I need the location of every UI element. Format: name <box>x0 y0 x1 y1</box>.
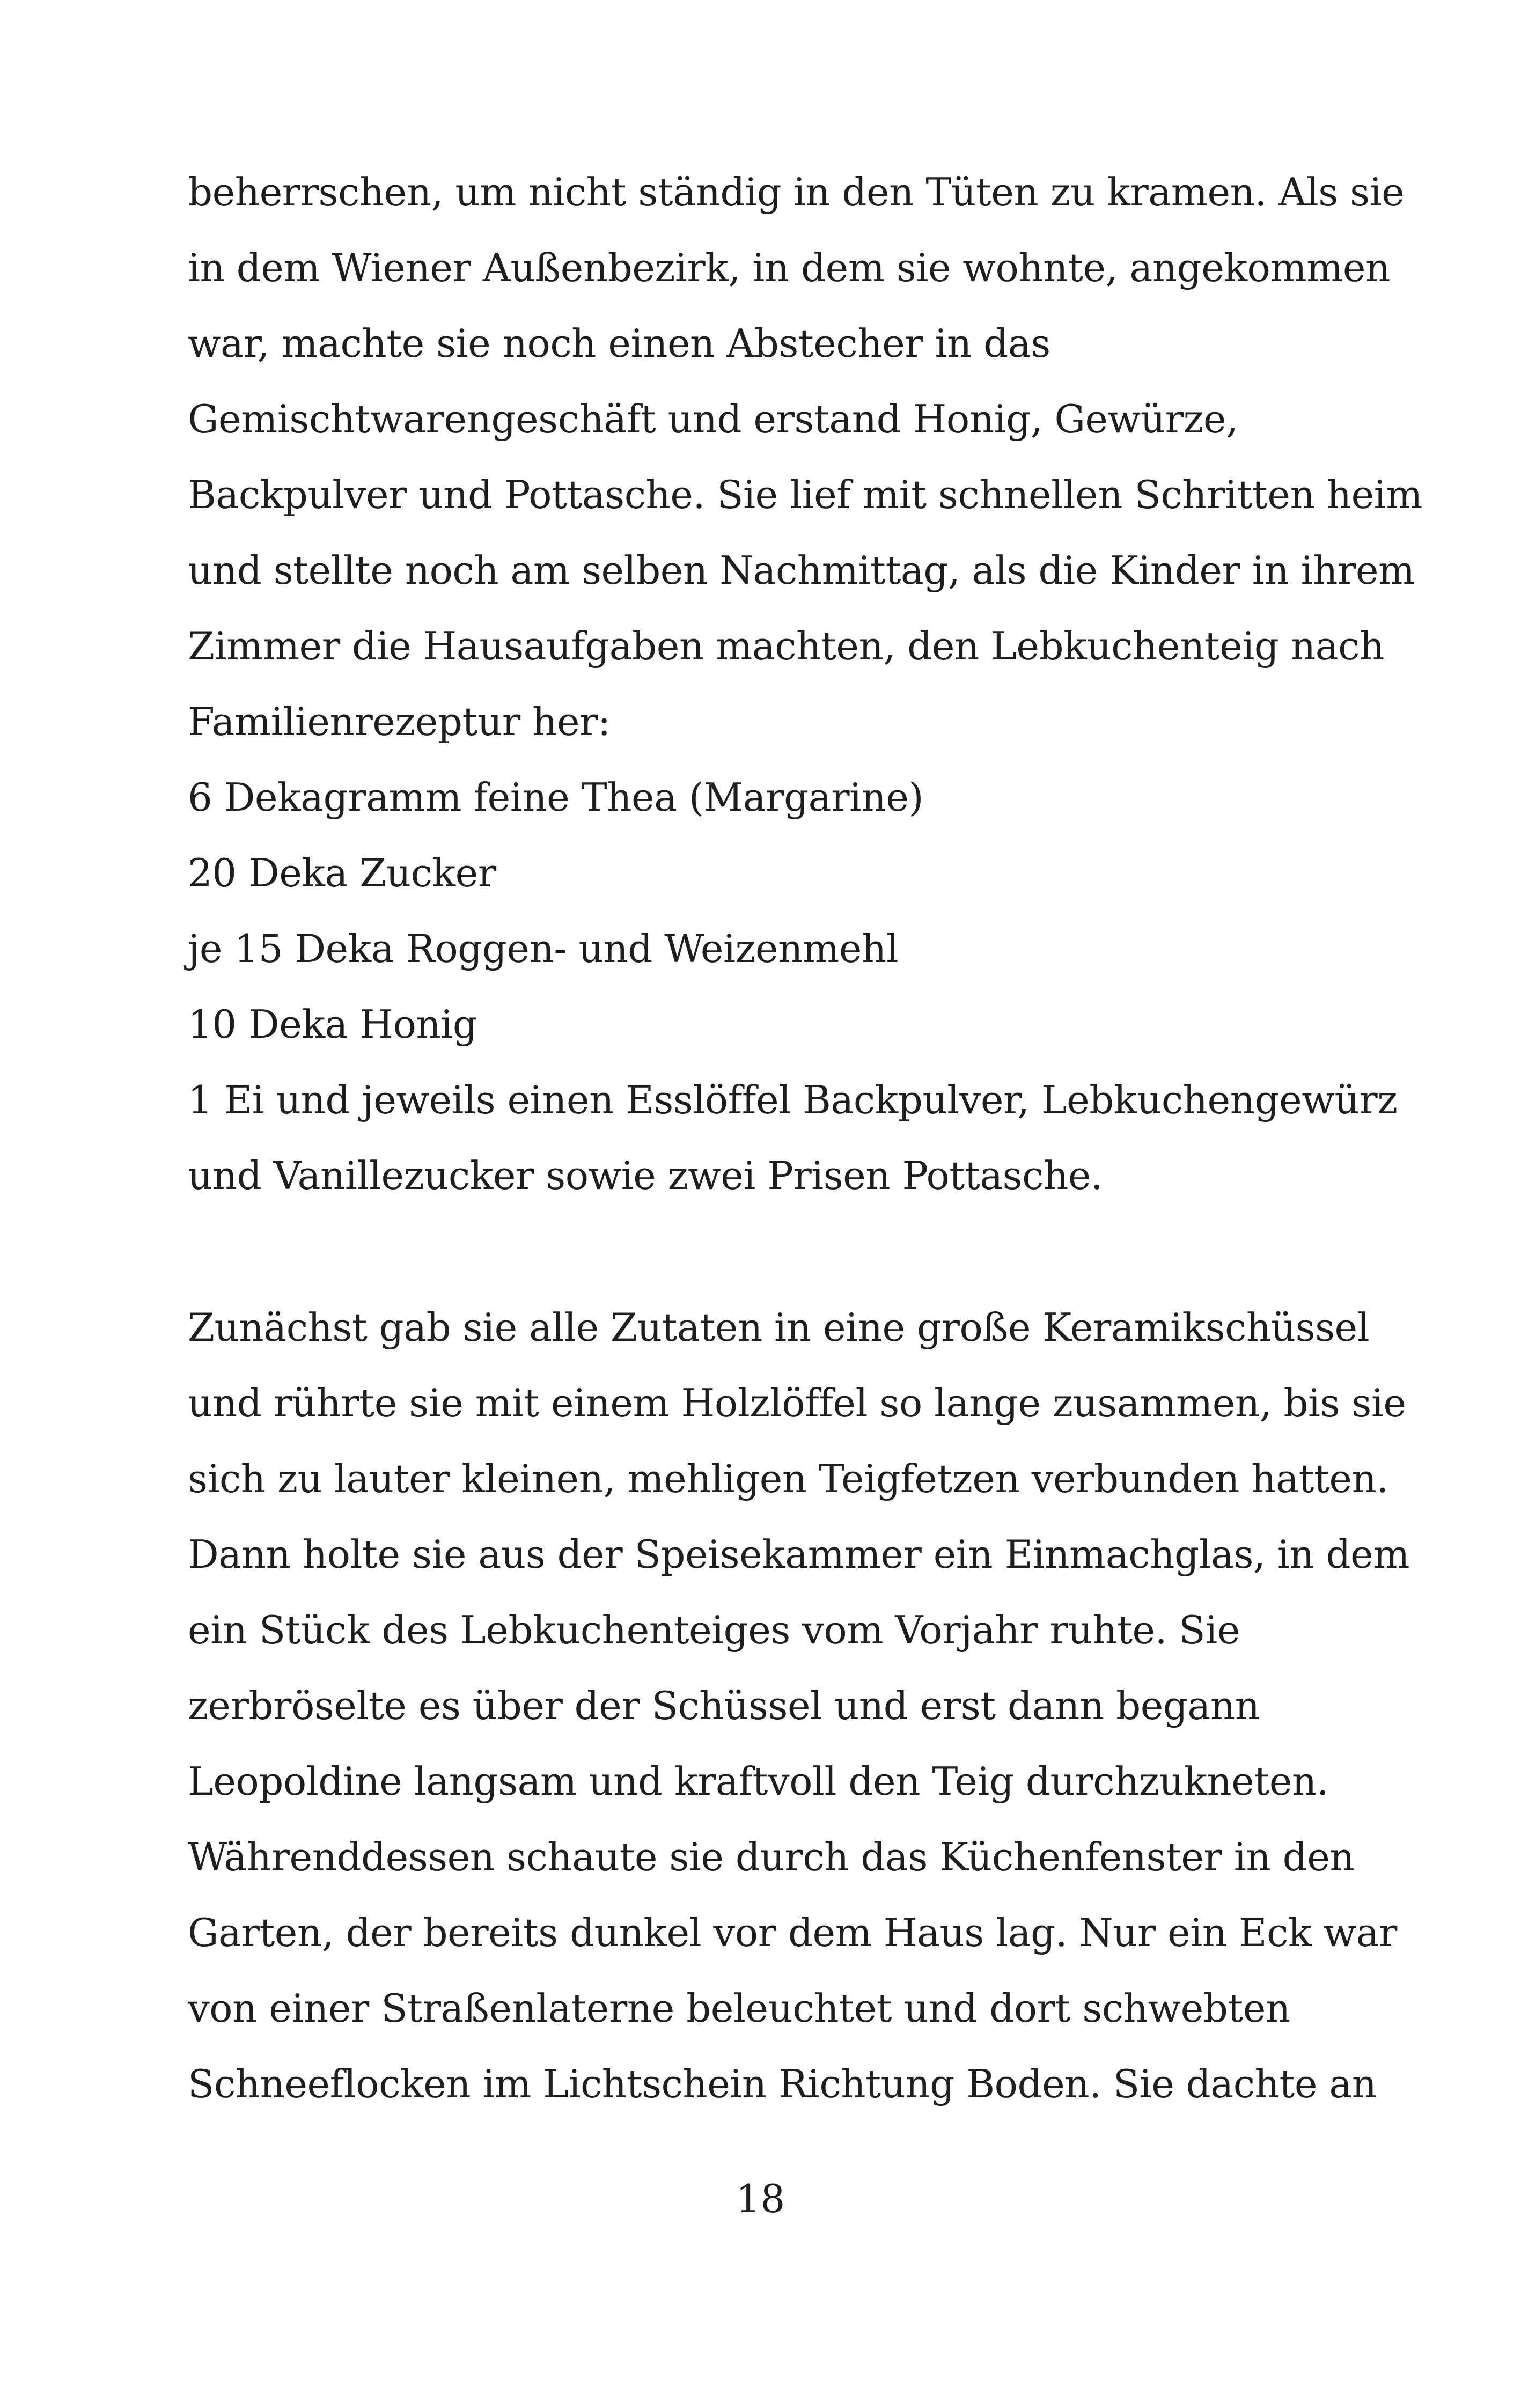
text-line: sich zu lauter kleinen, mehligen Teigfetzen verbunden hatten. <box>188 1456 1388 1501</box>
text-line: Garten, der bereits dunkel vor dem Haus lag. Nur ein Eck war <box>188 1910 1397 1955</box>
text-line: Schneeflocken im Lichtschein Richtung Boden. Sie dachte an <box>188 2061 1377 2106</box>
text-line: Zimmer die Hausaufgaben machten, den Lebkuchenteig nach <box>188 623 1384 669</box>
text-line: war, machte sie noch einen Abstecher in das <box>188 321 1050 366</box>
text-line: Leopoldine langsam und kraftvoll den Teig durchzukneten. <box>188 1759 1329 1804</box>
text-line: Familienrezeptur her: <box>188 699 611 744</box>
text-line: Dann holte sie aus der Speisekammer ein Einmachglas, in dem <box>188 1532 1409 1577</box>
page-number: 18 <box>736 2176 785 2221</box>
recipe-ingredient: 10 Deka Honig <box>188 1002 477 1047</box>
recipe-ingredient: 6 Dekagramm feine Thea (Margarine) <box>188 775 924 820</box>
text-line: und rührte sie mit einem Holzlöffel so lange zusammen, bis sie <box>188 1381 1406 1426</box>
text-line: Zunächst gab sie alle Zutaten in eine große Keramikschüssel <box>188 1305 1370 1350</box>
text-line: in dem Wiener Außenbezirk, in dem sie wohnte, angekommen <box>188 245 1390 290</box>
text-line: zerbröselte es über der Schüssel und erst dann begann <box>188 1683 1260 1728</box>
text-line: Gemischtwarengeschäft und erstand Honig, Gewürze, <box>188 397 1238 442</box>
text-line: und stellte noch am selben Nachmittag, als die Kinder in ihrem <box>188 548 1415 593</box>
paragraph-kneading <box>188 1290 1409 2122</box>
recipe-ingredient: 20 Deka Zucker <box>188 850 496 895</box>
text-line: von einer Straßenlaterne beleuchtet und dort schwebten <box>188 1986 1290 2031</box>
recipe-ingredient: je 15 Deka Roggen- und Weizenmehl <box>188 926 899 971</box>
text-line: beherrschen, um nicht ständig in den Tüten zu kramen. Als sie <box>188 170 1405 215</box>
paragraph-recipe-intro <box>188 155 1422 1214</box>
text-line: Backpulver und Pottasche. Sie lief mit schnellen Schritten heim <box>188 472 1422 517</box>
text-line: Währenddessen schaute sie durch das Küchenfenster in den <box>188 1834 1355 1880</box>
recipe-ingredient: 1 Ei und jeweils einen Esslöffel Backpulver, Lebkuchengewürz <box>188 1077 1398 1122</box>
recipe-ingredient: und Vanillezucker sowie zwei Prisen Pottasche. <box>188 1153 1103 1198</box>
text-line: ein Stück des Lebkuchenteiges vom Vorjahr ruhte. Sie <box>188 1607 1240 1653</box>
